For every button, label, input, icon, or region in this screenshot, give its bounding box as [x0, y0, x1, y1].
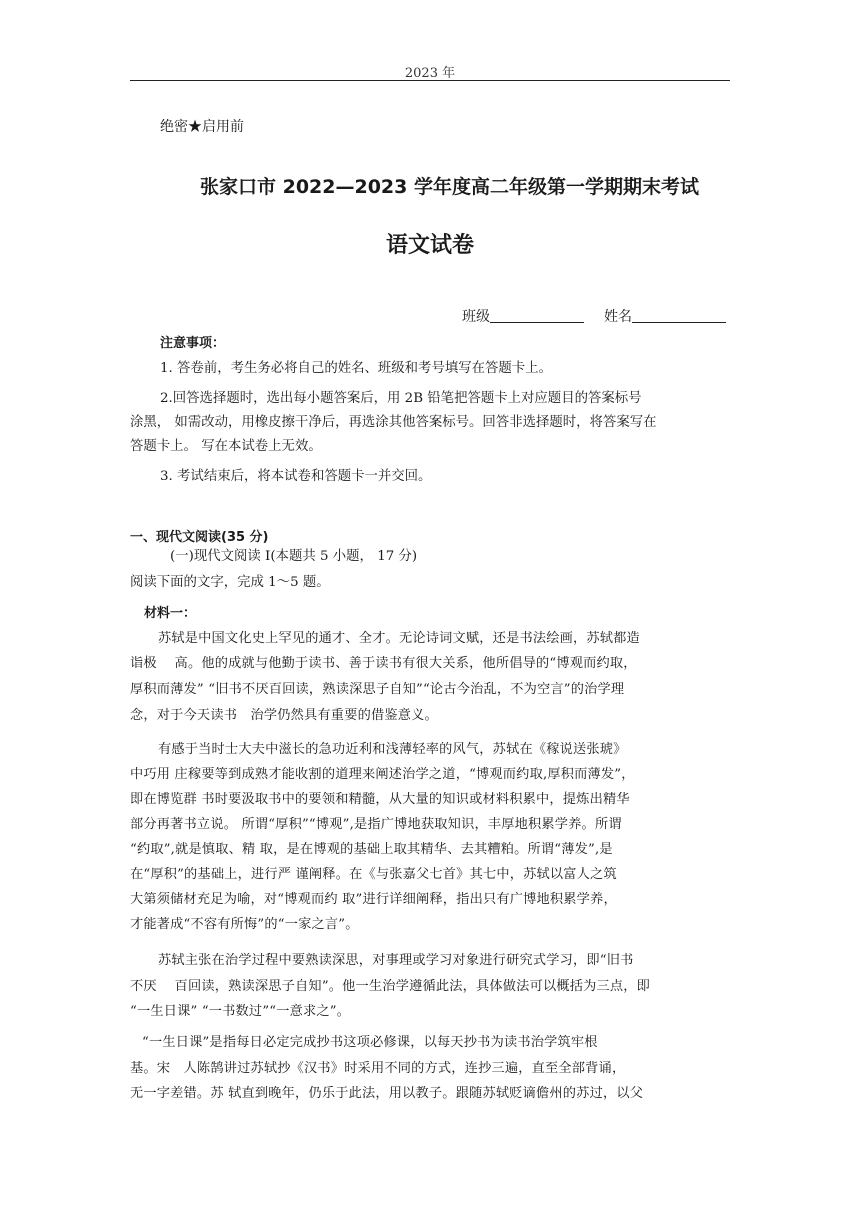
notice-line: 3. 考试结束后，将本试卷和答题卡一并交回。: [160, 469, 432, 484]
passage-line: 部分再著书立说。 所谓“厚积”“博观”,是指广博地获取知识，丰厚地积累学养。所谓: [130, 817, 622, 832]
passage-line: “一生日课” “一书数过”“一意求之”。: [130, 1004, 351, 1019]
notice-line: 涂黑， 如需改动，用橡皮擦干净后，再选涂其他答案标号。回答非选择题时，将答案写在: [130, 415, 657, 430]
secret-label: 绝密★启用前: [160, 119, 244, 135]
passage-line: “约取”,就是慎取、精 取，是在博观的基础上取其精华、去其糟粕。所谓“薄发”,是: [130, 842, 613, 857]
notice-line: 2.回答选择题时，选出每小题答案后，用 2B 铅笔把答题卡上对应题目的答案标号: [160, 391, 642, 406]
header-divider: [130, 80, 730, 81]
passage-line: “一生日课”是指每日必定完成抄书这项必修课，以每天抄书为读书治学筑牢根: [142, 1035, 598, 1050]
class-label: 班级: [462, 309, 490, 325]
passage-line: 在“厚积”的基础上，进行严 谨阐释。在《与张嘉父七首》其七中，苏轼以富人之筑: [130, 867, 617, 882]
student-info-fields: [462, 306, 726, 326]
section-instruction: 阅读下面的文字，完成 1～5 题。: [130, 575, 330, 590]
passage-line: 大第须储材充足为喻，对“博观而约 取”进行详细阐释，指出只有广博地积累学养，: [130, 892, 617, 907]
name-label: 姓名: [604, 309, 632, 325]
passage-line: 中巧用 庄稼要等到成熟才能收割的道理来阐述治学之道，“博观而约取,厚积而薄发”，: [130, 767, 635, 782]
passage-line: 无一字差错。苏 轼直到晚年，仍乐于此法，用以教子。跟随苏轼贬谪儋州的苏过，以父: [130, 1086, 644, 1101]
class-blank: [490, 308, 584, 323]
passage-line: 即在博览群 书时要汲取书中的要领和精髓，从大量的知识或材料积累中，提炼出精华: [130, 792, 630, 807]
passage-line: 才能著成“不容有所悔”的“一家之言”。: [130, 917, 359, 932]
passage-line: 基。宋 人陈鹄讲过苏轼抄《汉书》时采用不同的方式，连抄三遍，直至全部背诵，: [130, 1061, 626, 1076]
section-heading: 一、现代文阅读(35 分): [130, 530, 269, 545]
passage-line: 苏轼主张在治学过程中要熟读深思，对事理或学习对象进行研究式学习，即“旧书: [158, 953, 634, 968]
passage-line: 诣极 高。他的成就与他勤于读书、善于读书有很大关系，他所倡导的“博观而约取，: [130, 656, 637, 671]
exam-subject-title: 语文试卷: [385, 233, 474, 258]
page-header-year: 2023 年: [404, 66, 456, 81]
passage-line: 有感于当时士大夫中滋长的急功近利和浅薄轻率的风气，苏轼在《稼说送张琥》: [158, 742, 627, 757]
notice-line: 答题卡上。 写在本试卷上无效。: [130, 439, 322, 454]
passage-line: 厚积而薄发” “旧书不厌百回读，熟读深思子自知”“论古今治乱，不为空言”的治学理: [130, 682, 625, 697]
section-subheading: (一)现代文阅读 I(本题共 5 小题， 17 分): [170, 549, 418, 564]
passage-line: 念，对于今天读书 治学仍然具有重要的借鉴意义。: [130, 708, 438, 723]
exam-title: 张家口市 2022—2023 学年度高二年级第一学期期末考试: [200, 176, 699, 198]
passage-line: 苏轼是中国文化史上罕见的通才、全才。无论诗词文赋，还是书法绘画，苏轼都造: [158, 631, 640, 646]
material-label: 材料一：: [144, 606, 197, 621]
notice-heading: 注意事项：: [160, 336, 226, 351]
name-blank: [632, 308, 726, 323]
passage-line: 不厌 百回读，熟读深思子自知”。他一生治学遵循此法，具体做法可以概括为三点，即: [130, 979, 651, 994]
notice-line: 1. 答卷前，考生务必将自己的姓名、班级和考号填写在答题卡上。: [160, 361, 552, 376]
